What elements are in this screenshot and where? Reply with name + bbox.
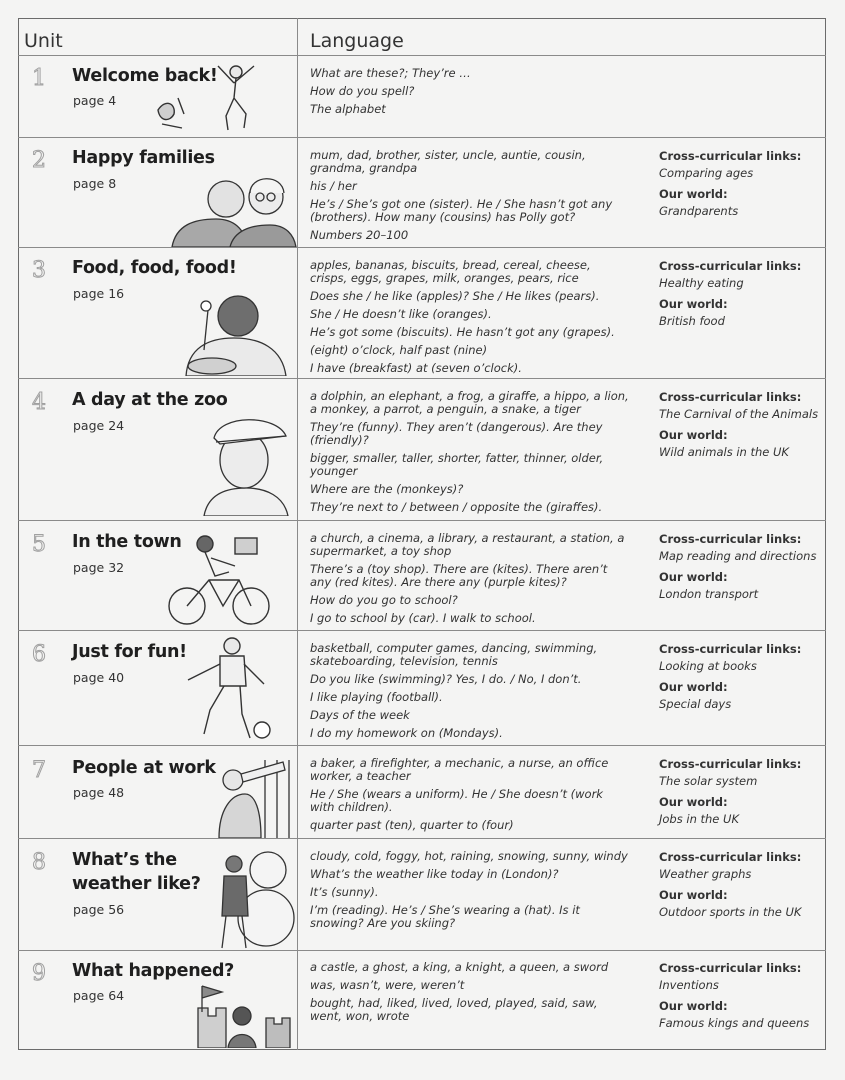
links-cell: Cross-curricular links: The Carnival of the Animals Our world: Wild animals in the UK: [659, 390, 819, 459]
language-cell: a castle, a ghost, a king, a knight, a queen, a sword was, wasn’t, were, weren’t bought, had, liked, lived, loved, played, said, saw, went, won, wrote: [310, 960, 609, 1023]
language-cell: mum, dad, brother, sister, uncle, auntie, cousin, grandma, grandpa his / her He’s / She’s got one (sister). He / She hasn’t got any (brothers). How many (cousins) has Polly got? Numbers 20–100: [310, 148, 613, 242]
knights-castle-illustration: [194, 982, 298, 1048]
links-cell: Cross-curricular links: Comparing ages Our world: Grandparents: [659, 149, 802, 218]
language-column-header: Language: [310, 30, 404, 52]
unit-number: 5: [32, 532, 46, 557]
row-divider: [18, 630, 826, 631]
zookeeper-illustration: [190, 410, 296, 516]
unit-page: page 24: [73, 418, 125, 433]
row-divider: [18, 950, 826, 951]
row-divider: [18, 838, 826, 839]
unit-title: What’s the weather like?: [72, 850, 201, 894]
unit-page: page 48: [73, 785, 125, 800]
unit-number: 8: [32, 850, 46, 875]
unit-page: page 8: [73, 176, 117, 191]
dancing-boy-illustration: [148, 58, 268, 134]
row-divider: [18, 520, 826, 521]
language-cell: cloudy, cold, foggy, hot, raining, snowing, sunny, windy What’s the weather like today in (London)? It’s (sunny). I’m (reading). He’s / She’s wearing a (hat). Is it snowing? Are you skiing?: [310, 849, 628, 930]
row-divider: [18, 745, 826, 746]
language-cell: apples, bananas, biscuits, bread, cereal, cheese, crisps, eggs, grapes, milk, oranges, pears, rice Does she / he like (apples)? She / He likes (pears). She / He doesn’t like (oranges). He’s got some (biscuits). He hasn’t got any (grapes). (eight) o’clock, half past (nine) I have (breakfast) at (seven o’clock).: [310, 258, 615, 375]
language-cell: a baker, a firefighter, a mechanic, a nurse, an office worker, a teacher He / She (wears a uniform). He / She doesn’t (work with children). quarter past (ten), quarter to (four): [310, 756, 609, 832]
language-cell: a church, a cinema, a library, a restaurant, a station, a supermarket, a toy shop There’s a (toy shop). There are (kites). There aren’t any (red kites). Are there any (purple kites)? How do you go to school? I go to school by (car). I walk to school.: [310, 531, 625, 625]
language-cell: basketball, computer games, dancing, swimming, skateboarding, television, tennis Do you like (swimming)? Yes, I do. / No, I don’t. I like playing (football). Days of the week I do my homework on (Mondays).: [310, 641, 598, 740]
links-cell: Cross-curricular links: Weather graphs Our world: Outdoor sports in the UK: [659, 850, 802, 919]
unit-page: page 56: [73, 902, 125, 917]
unit-page: page 32: [73, 560, 125, 575]
unit-page: page 64: [73, 988, 125, 1003]
links-cell: Cross-curricular links: Looking at books Our world: Special days: [659, 642, 802, 711]
unit-number: 2: [32, 148, 46, 173]
language-cell: What are these?; They’re … How do you spell? The alphabet: [310, 66, 471, 116]
unit-number: 4: [32, 390, 46, 415]
cyclist-illustration: [165, 532, 273, 628]
snowman-illustration: [212, 846, 296, 950]
unit-page: page 4: [73, 93, 117, 108]
unit-title: Food, food, food!: [72, 258, 237, 278]
links-cell: Cross-curricular links: Healthy eating Our world: British food: [659, 259, 802, 328]
telescope-kids-illustration: [205, 760, 297, 838]
unit-title: What happened?: [72, 961, 235, 981]
links-cell: Cross-curricular links: Map reading and directions Our world: London transport: [659, 532, 817, 601]
unit-title: Just for fun!: [72, 642, 187, 662]
unit-page: page 16: [73, 286, 125, 301]
eating-man-illustration: [178, 290, 290, 376]
unit-number: 7: [32, 758, 46, 783]
links-cell: Cross-curricular links: The solar system Our world: Jobs in the UK: [659, 757, 802, 826]
unit-title: Welcome back!: [72, 66, 218, 86]
footballer-illustration: [180, 634, 276, 744]
unit-title: A day at the zoo: [72, 390, 228, 410]
unit-number: 3: [32, 258, 46, 283]
unit-page: page 40: [73, 670, 125, 685]
unit-number: 9: [32, 961, 46, 986]
grandparents-illustration: [170, 165, 298, 247]
unit-number: 6: [32, 642, 46, 667]
row-divider: [18, 247, 826, 248]
row-divider: [18, 137, 826, 138]
unit-title: People at work: [72, 758, 216, 778]
links-cell: Cross-curricular links: Inventions Our world: Famous kings and queens: [659, 961, 810, 1030]
unit-title: In the town: [72, 532, 182, 552]
unit-number: 1: [32, 66, 46, 91]
unit-column-header: Unit: [24, 30, 63, 52]
unit-title: Happy families: [72, 148, 215, 168]
row-divider: [18, 55, 826, 56]
language-cell: a dolphin, an elephant, a frog, a giraffe, a hippo, a lion, a monkey, a parrot, a penguin, a snake, a tiger They’re (funny). They aren’t (dangerous). Are they (friendly)? bigger, smaller, taller, shorter, fatter, thinner, older, younger Where are the (monkeys)? They’re next to / between / opposite the (giraffes).: [310, 389, 629, 514]
